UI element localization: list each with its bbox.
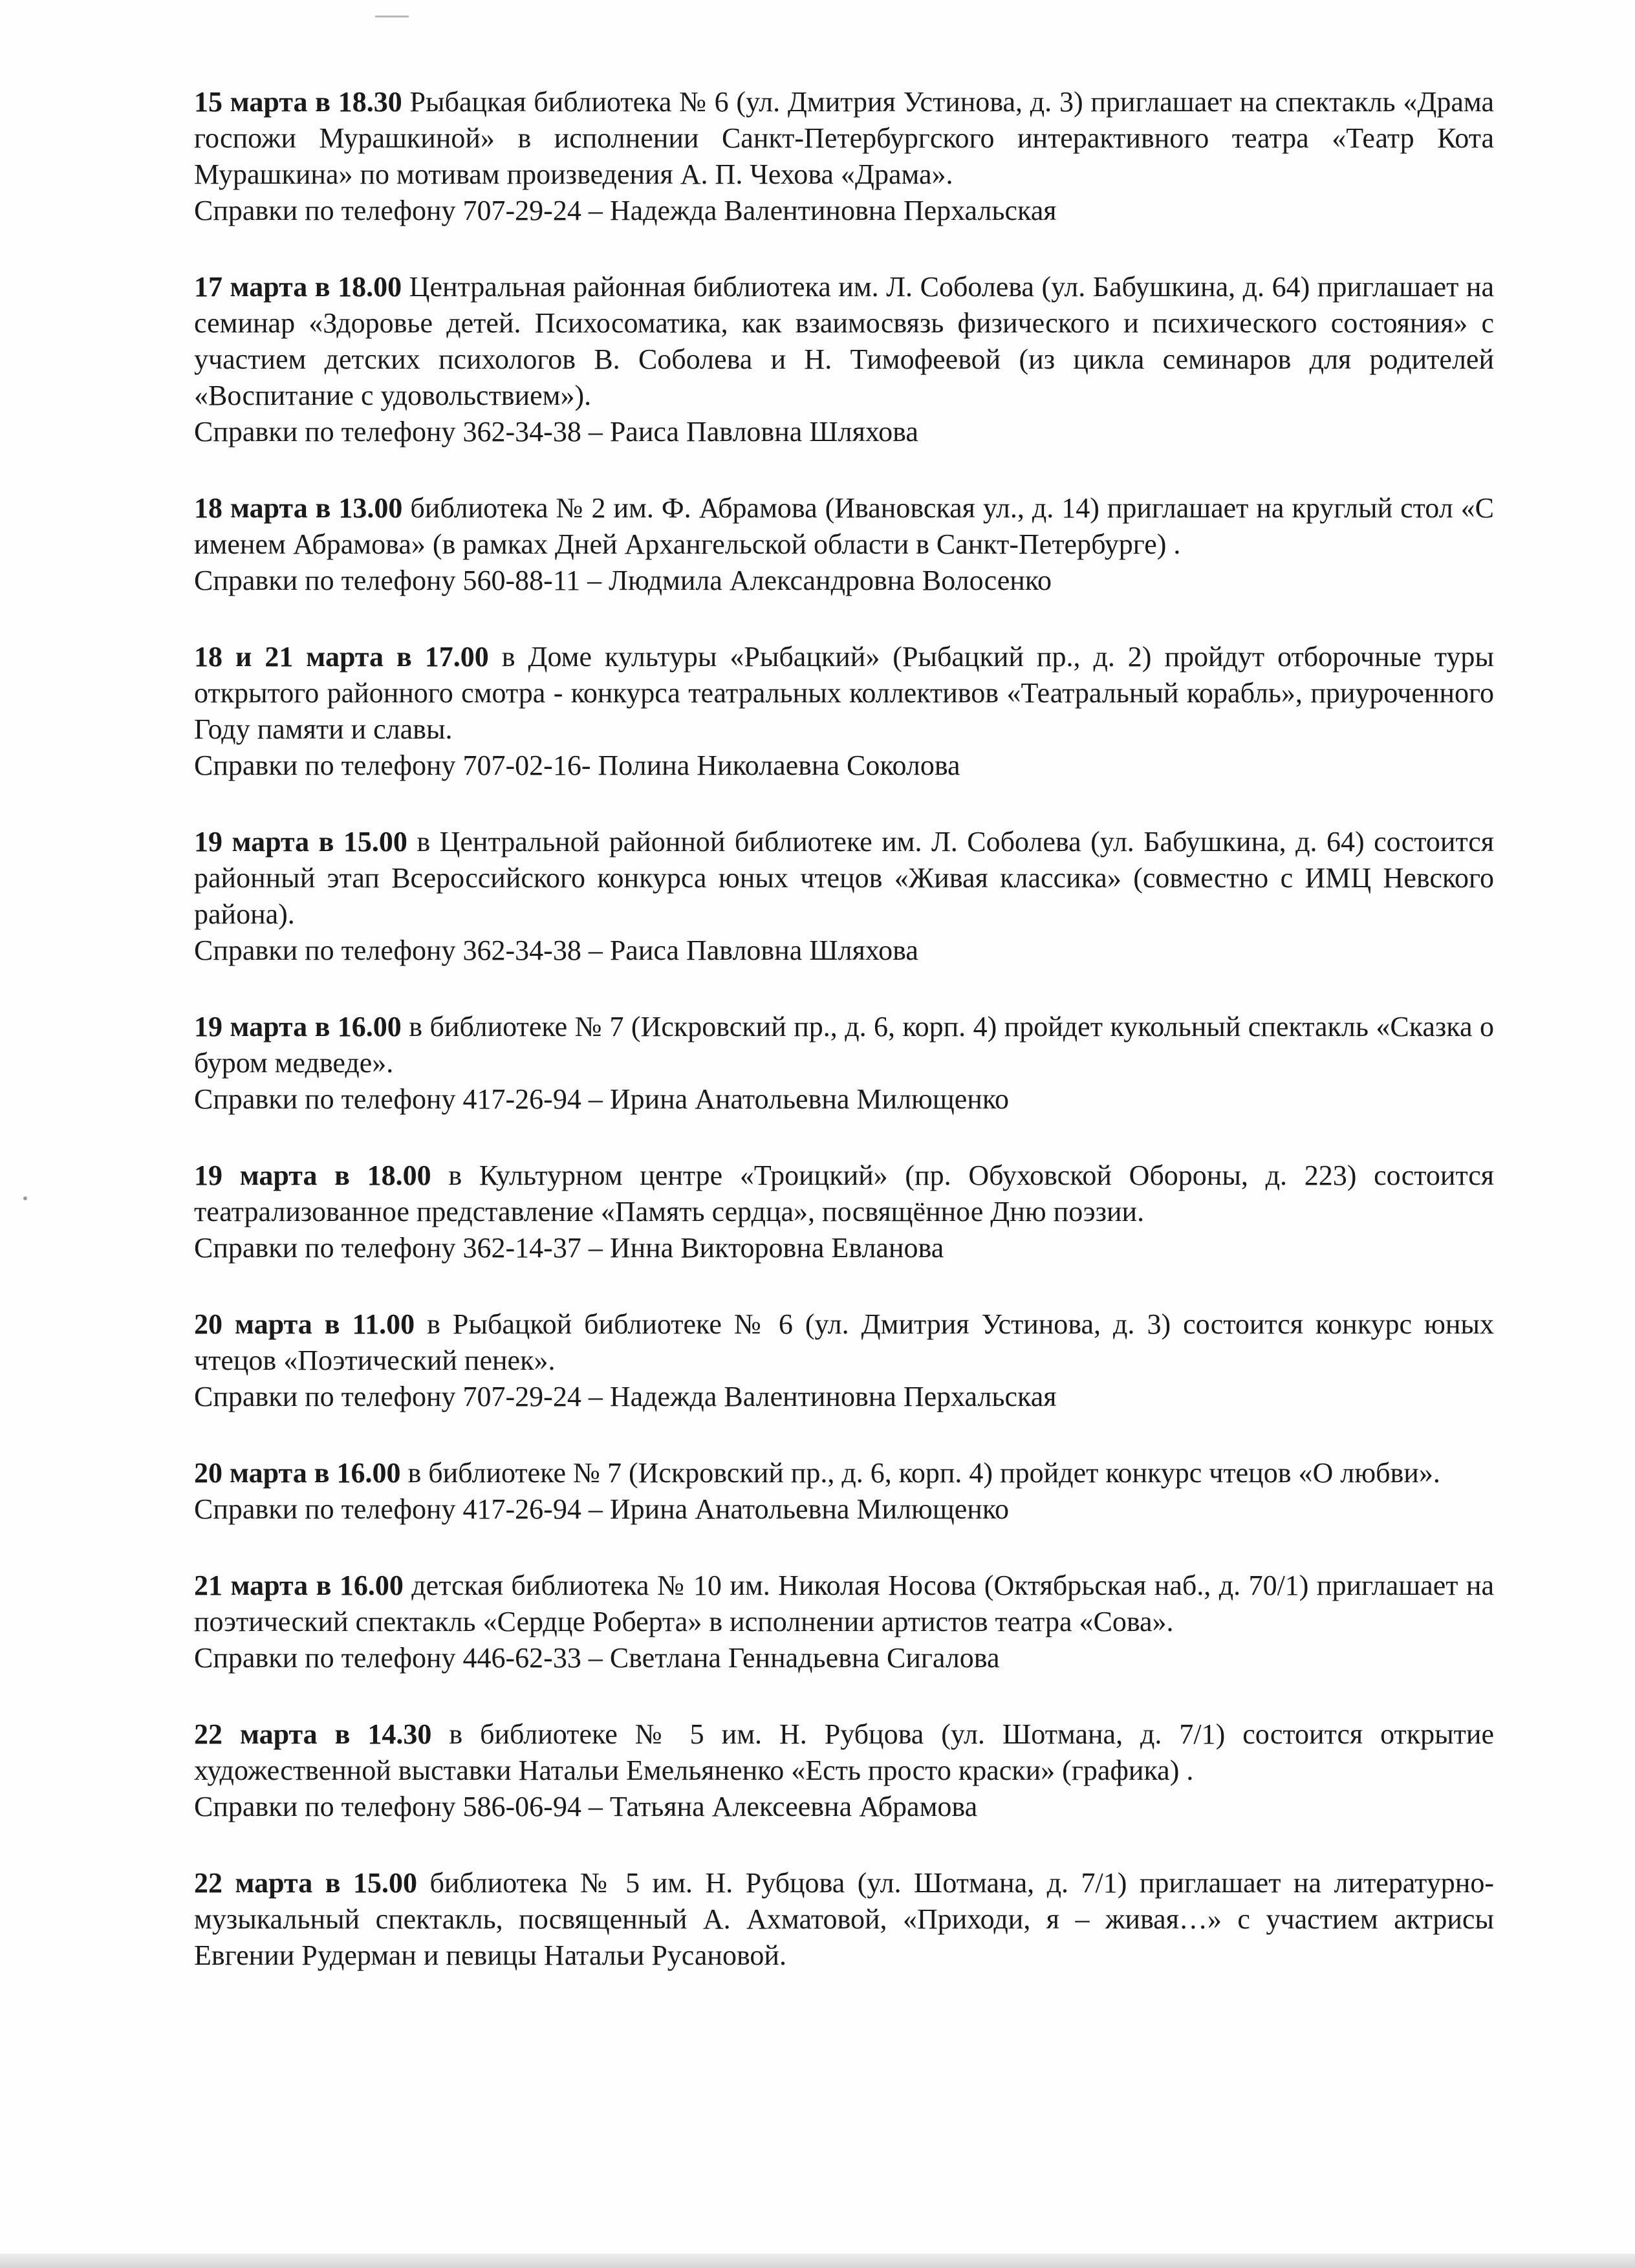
event-description xyxy=(194,639,1494,748)
event-date: 18 и 21 марта в 17.00 xyxy=(194,641,489,673)
event-contact: Справки по телефону 707-29-24 – Надежда Валентиновна Перхальская xyxy=(194,195,1057,226)
event-entry xyxy=(194,1455,1494,1528)
event-date: 21 марта в 16.00 xyxy=(194,1570,404,1601)
event-entry xyxy=(194,1158,1494,1266)
event-entry xyxy=(194,1568,1494,1676)
event-entry xyxy=(194,1306,1494,1415)
event-text: в Центральной районной библиотеке им. Л. Соболева (ул. Бабушкина, д. 64) состоится районный этап Всероссийского конкурса юных чтецов «Живая классика» (совместно с ИМЦ Невского района). xyxy=(194,826,1494,930)
event-date: 22 марта в 15.00 xyxy=(194,1867,417,1899)
event-text: Центральная районная библиотека им. Л. Соболева (ул. Бабушкина, д. 64) приглашает на семинар «Здоровье детей. Психосоматика, как взаимосвязь физического и психического состояния» с участием детских психологов В. Соболева и Н. Тимофеевой (из цикла семинаров для родителей «Воспитание с удовольствием»). xyxy=(194,271,1494,411)
event-entry xyxy=(194,824,1494,969)
event-text: в Культурном центре «Троицкий» (пр. Обуховской Обороны, д. 223) состоится театрализованное представление «Память сердца», посвящённое Дню поэзии. xyxy=(194,1160,1494,1227)
event-date: 19 марта в 15.00 xyxy=(194,826,407,858)
event-contact: Справки по телефону 560-88-11 – Людмила Александровна Волосенко xyxy=(194,565,1052,596)
event-date: 19 марта в 16.00 xyxy=(194,1011,402,1042)
event-description xyxy=(194,824,1494,933)
event-date: 22 марта в 14.30 xyxy=(194,1718,432,1750)
event-text: в библиотеке № 5 им. Н. Рубцова (ул. Шотмана, д. 7/1) состоится открытие художественной выставки Натальи Емельяненко «Есть просто краски» (графика) . xyxy=(194,1718,1494,1786)
event-description xyxy=(194,84,1494,193)
event-description xyxy=(194,1865,1494,1974)
event-text: в библиотеке № 7 (Искровский пр., д. 6, корп. 4) пройдет конкурс чтецов «О любви». xyxy=(400,1457,1440,1489)
event-entry xyxy=(194,1009,1494,1118)
event-contact: Справки по телефону 362-14-37 – Инна Викторовна Евланова xyxy=(194,1232,944,1264)
event-date: 15 марта в 18.30 xyxy=(194,86,402,118)
event-contact: Справки по телефону 707-02-16- Полина Николаевна Соколова xyxy=(194,750,960,781)
events-list xyxy=(194,84,1494,1974)
event-text: библиотека № 5 им. Н. Рубцова (ул. Шотмана, д. 7/1) приглашает на литературно-музыкальный спектакль, посвященный А. Ахматовой, «Приходи, я – живая…» с участием актрисы Евгении Рудерман и певицы Натальи Русановой. xyxy=(194,1867,1494,1971)
event-text: детская библиотека № 10 им. Николая Носова (Октябрьская наб., д. 70/1) приглашает на поэтический спектакль «Сердце Роберта» в исполнении артистов театра «Сова». xyxy=(194,1570,1494,1637)
event-contact: Справки по телефону 362-34-38 – Раиса Павловна Шляхова xyxy=(194,416,918,448)
event-contact: Справки по телефону 707-29-24 – Надежда Валентиновна Перхальская xyxy=(194,1381,1057,1412)
event-contact: Справки по телефону 417-26-94 – Ирина Анатольевна Милющенко xyxy=(194,1083,1009,1115)
event-contact: Справки по телефону 586-06-94 – Татьяна Алексеевна Абрамова xyxy=(194,1791,978,1822)
scan-artifact-dot xyxy=(23,1196,27,1200)
event-date: 20 марта в 16.00 xyxy=(194,1457,401,1489)
event-text: в Доме культуры «Рыбацкий» (Рыбацкий пр., д. 2) пройдут отборочные туры открытого районного смотра - конкурса театральных коллективов «Театральный корабль», приуроченного Году памяти и славы. xyxy=(194,641,1494,745)
event-description xyxy=(194,1009,1494,1081)
event-contact: Справки по телефону 362-34-38 – Раиса Павловна Шляхова xyxy=(194,934,918,966)
event-description xyxy=(194,1716,1494,1789)
event-date: 17 марта в 18.00 xyxy=(194,271,402,303)
event-date: 18 марта в 13.00 xyxy=(194,492,403,524)
event-date: 20 марта в 11.00 xyxy=(194,1308,415,1340)
event-description xyxy=(194,490,1494,563)
event-text: в библиотеке № 7 (Искровский пр., д. 6, корп. 4) пройдет кукольный спектакль «Сказка о буром медведе». xyxy=(194,1011,1494,1079)
scan-bottom-edge xyxy=(0,2254,1635,2268)
event-entry xyxy=(194,1716,1494,1825)
event-description xyxy=(194,1455,1494,1491)
event-description xyxy=(194,1568,1494,1640)
scan-artifact-mark xyxy=(375,16,409,17)
event-contact: Справки по телефону 446-62-33 – Светлана Геннадьевна Сигалова xyxy=(194,1642,1000,1674)
event-description xyxy=(194,1158,1494,1230)
event-contact: Справки по телефону 417-26-94 – Ирина Анатольевна Милющенко xyxy=(194,1493,1009,1525)
event-date: 19 марта в 18.00 xyxy=(194,1160,431,1191)
event-entry xyxy=(194,490,1494,599)
event-text: в Рыбацкой библиотеке № 6 (ул. Дмитрия Устинова, д. 3) состоится конкурс юных чтецов «Поэтический пенек». xyxy=(194,1308,1494,1376)
event-text: Рыбацкая библиотека № 6 (ул. Дмитрия Устинова, д. 3) приглашает на спектакль «Драма госпожи Мурашкиной» в исполнении Санкт-Петербургского интерактивного театра «Театр Кота Мурашкина» по мотивам произведения А. П. Чехова «Драма». xyxy=(194,86,1494,190)
event-entry xyxy=(194,639,1494,784)
event-entry xyxy=(194,269,1494,450)
event-description xyxy=(194,269,1494,414)
event-entry xyxy=(194,84,1494,229)
event-text: библиотека № 2 им. Ф. Абрамова (Ивановская ул., д. 14) приглашает на круглый стол «С именем Абрамова» (в рамках Дней Архангельской области в Санкт-Петербурге) . xyxy=(194,492,1494,560)
event-description xyxy=(194,1306,1494,1379)
event-entry xyxy=(194,1865,1494,1974)
